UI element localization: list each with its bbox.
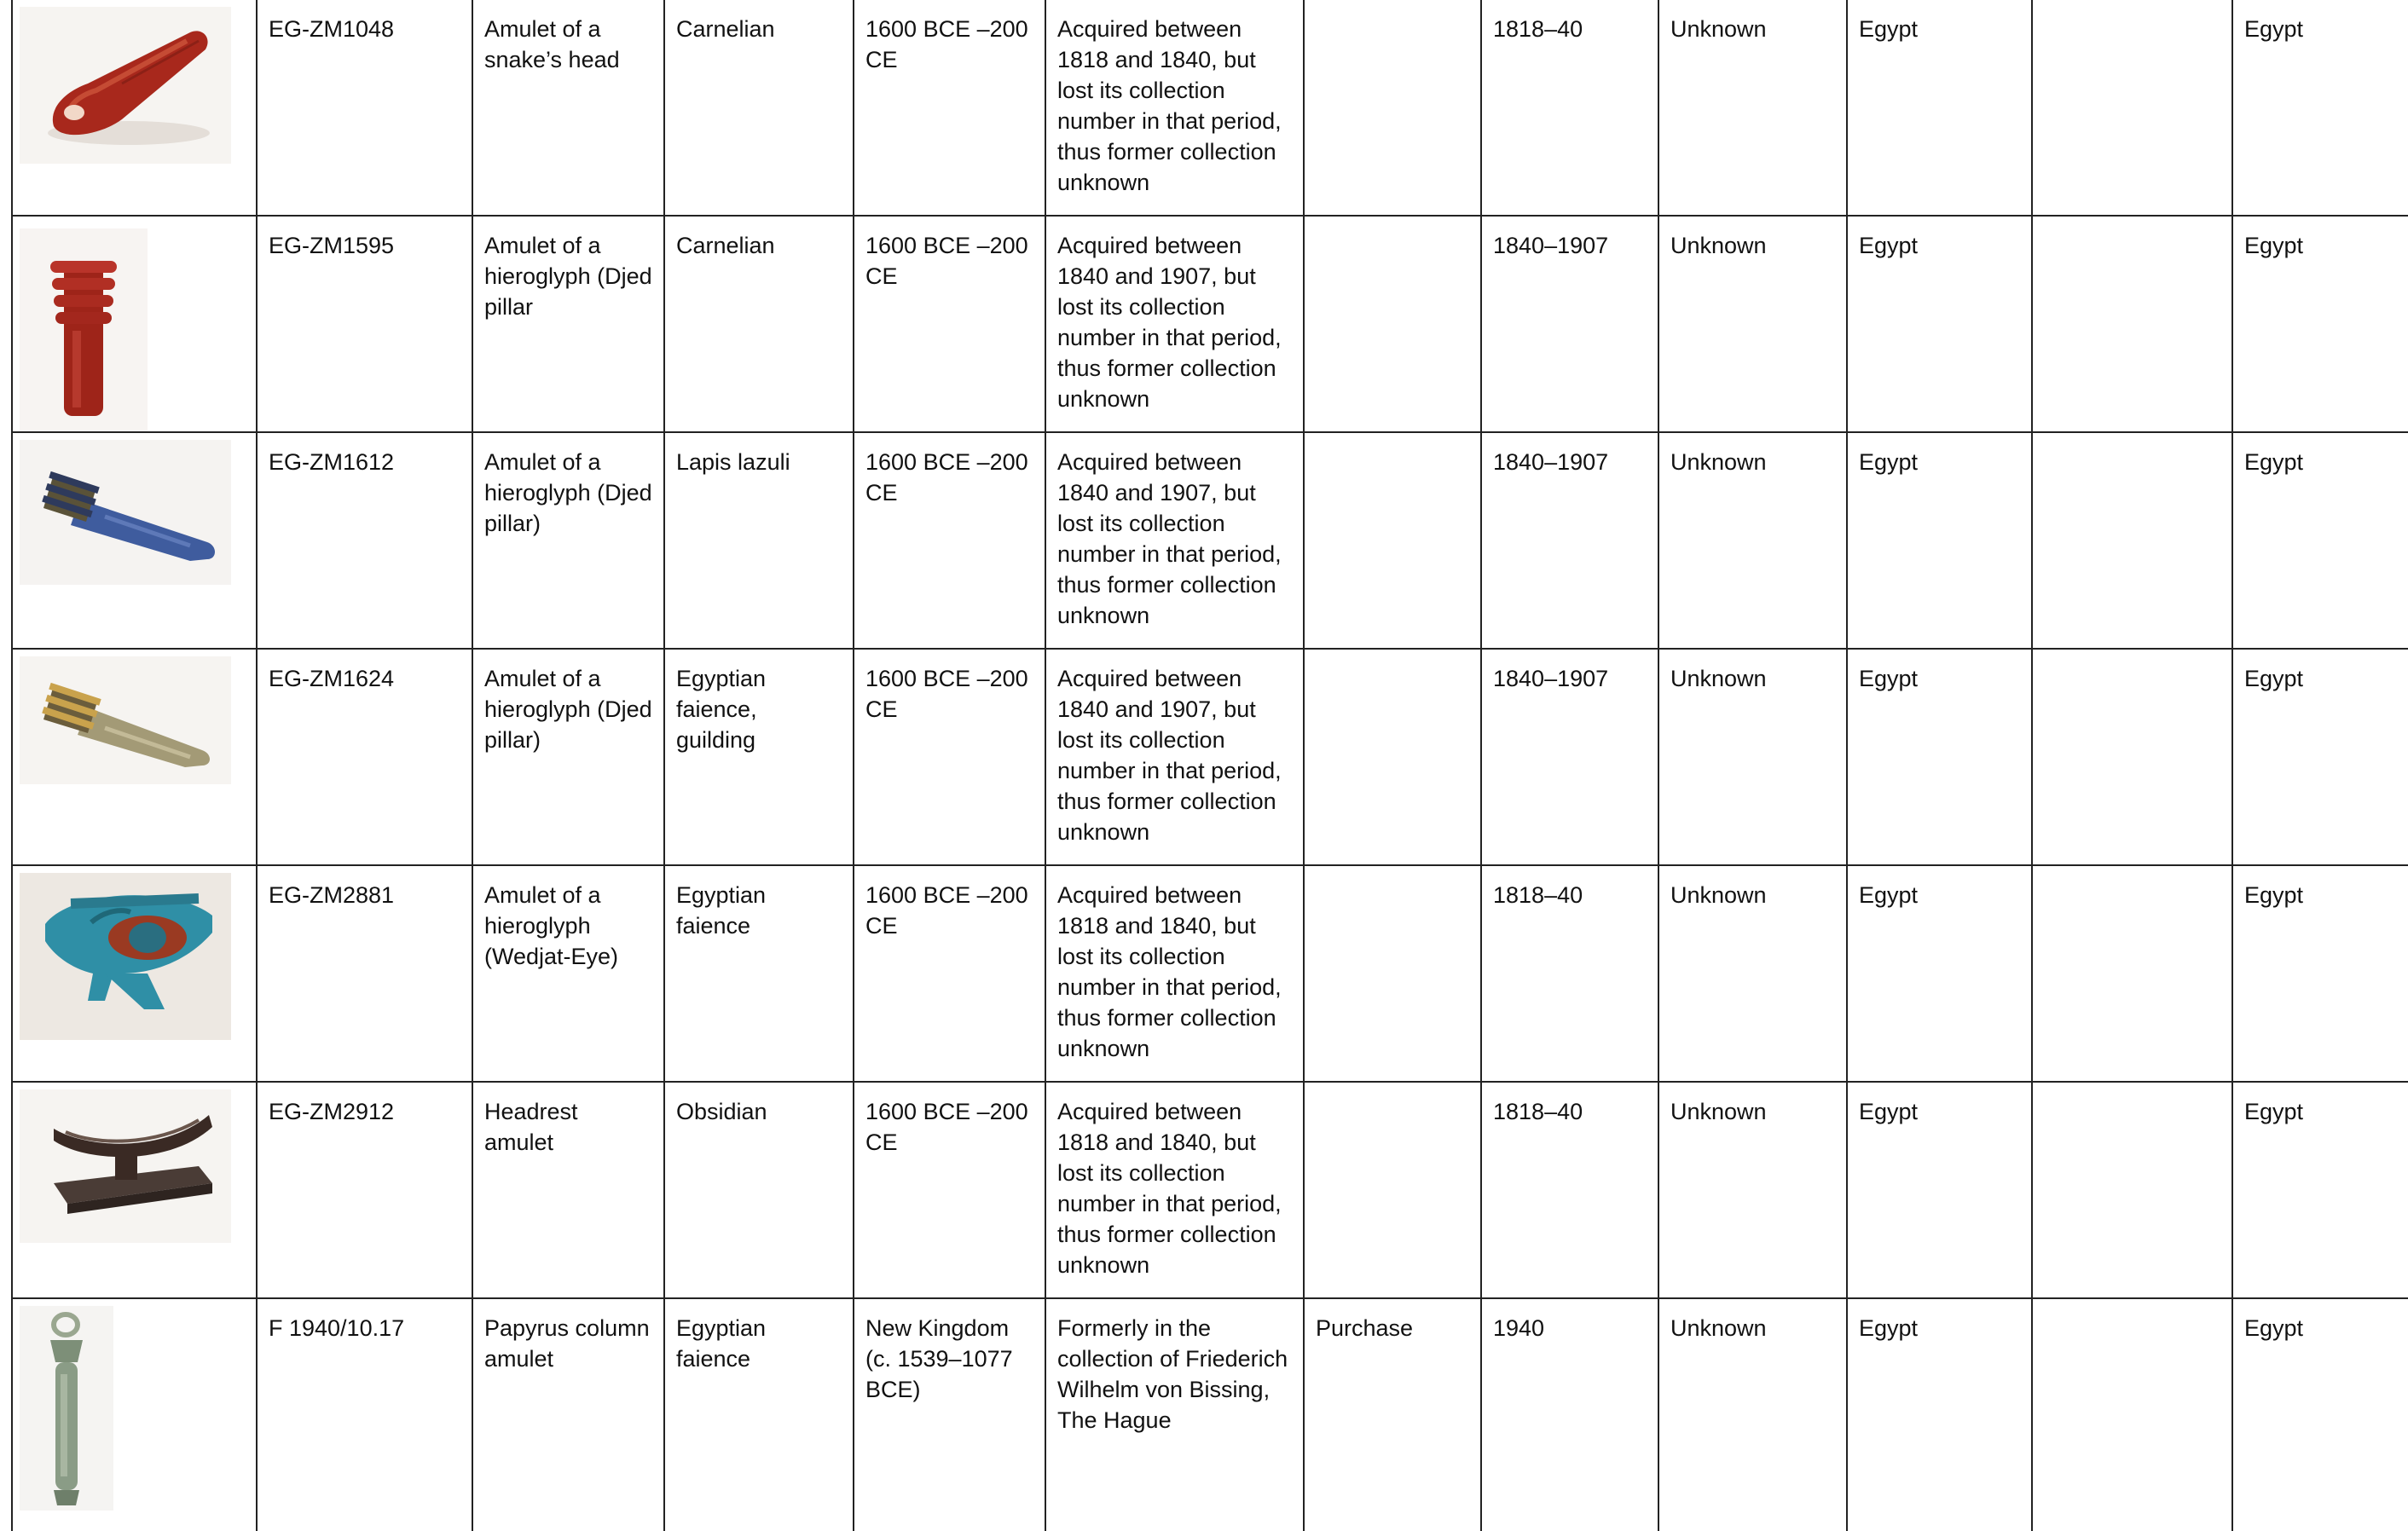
table-row	[12, 432, 2408, 649]
date: 1600 BCE –200 CE	[854, 649, 1045, 865]
provenance: Formerly in the collection of Friederich Wilhelm von Bissing, The Hague	[1045, 1298, 1304, 1531]
acquisition-date: 1840–1907	[1481, 432, 1658, 649]
date: 1600 BCE –200 CE	[854, 216, 1045, 432]
material: Carnelian	[664, 0, 854, 216]
unknown-field: Unknown	[1658, 865, 1847, 1082]
acquisition-date: 1840–1907	[1481, 216, 1658, 432]
country-field-2: Egypt	[2232, 432, 2408, 649]
inventory-number: EG-ZM2881	[257, 865, 472, 1082]
thumbnail-cell	[12, 1298, 257, 1531]
carnelian-djed-pillar-amulet-photo	[20, 228, 148, 431]
table-row	[12, 1298, 2408, 1531]
object-description: Amulet of a hieroglyph (Djed pillar	[472, 216, 664, 432]
provenance: Acquired between 1818 and 1840, but lost its collection number in that period, thus former collection unknown	[1045, 0, 1304, 216]
country-field: Egypt	[1847, 0, 2032, 216]
date: 1600 BCE –200 CE	[854, 432, 1045, 649]
unknown-field: Unknown	[1658, 0, 1847, 216]
blank-field	[2032, 865, 2232, 1082]
unknown-field: Unknown	[1658, 649, 1847, 865]
obsidian-headrest-amulet-photo	[20, 1089, 231, 1243]
country-field-2: Egypt	[2232, 0, 2408, 216]
acquisition-date: 1840–1907	[1481, 649, 1658, 865]
material: Lapis lazuli	[664, 432, 854, 649]
object-description: Amulet of a hieroglyph (Wedjat-Eye)	[472, 865, 664, 1082]
unknown-field: Unknown	[1658, 1298, 1847, 1531]
provenance: Acquired between 1840 and 1907, but lost its collection number in that period, thus former collection unknown	[1045, 432, 1304, 649]
country-field-2: Egypt	[2232, 649, 2408, 865]
thumbnail-cell	[12, 649, 257, 865]
acquisition-date: 1818–40	[1481, 0, 1658, 216]
country-field: Egypt	[1847, 649, 2032, 865]
date: 1600 BCE –200 CE	[854, 865, 1045, 1082]
inventory-number: EG-ZM1048	[257, 0, 472, 216]
blank-field	[2032, 216, 2232, 432]
country-field: Egypt	[1847, 1298, 2032, 1531]
blank-field	[2032, 1082, 2232, 1298]
inventory-number: EG-ZM1595	[257, 216, 472, 432]
unknown-field: Unknown	[1658, 1082, 1847, 1298]
country-field-2: Egypt	[2232, 865, 2408, 1082]
blank-field	[2032, 0, 2232, 216]
inventory-number: F 1940/10.17	[257, 1298, 472, 1531]
unknown-field: Unknown	[1658, 432, 1847, 649]
date: New Kingdom (c. 1539–1077 BCE)	[854, 1298, 1045, 1531]
thumbnail-cell	[12, 432, 257, 649]
thumbnail-cell	[12, 1082, 257, 1298]
object-description: Amulet of a hieroglyph (Djed pillar)	[472, 432, 664, 649]
table-row	[12, 0, 2408, 216]
provenance: Acquired between 1840 and 1907, but lost its collection number in that period, thus former collection unknown	[1045, 649, 1304, 865]
lapis-djed-pillar-amulet-photo	[20, 440, 231, 585]
thumbnail-cell	[12, 0, 257, 216]
acquisition-method	[1304, 0, 1481, 216]
blank-field	[2032, 649, 2232, 865]
country-field: Egypt	[1847, 432, 2032, 649]
acquisition-method	[1304, 432, 1481, 649]
thumbnail-cell	[12, 216, 257, 432]
provenance: Acquired between 1818 and 1840, but lost its collection number in that period, thus former collection unknown	[1045, 1082, 1304, 1298]
acquisition-method	[1304, 649, 1481, 865]
thumbnail-cell	[12, 865, 257, 1082]
acquisition-method	[1304, 1082, 1481, 1298]
acquisition-method: Purchase	[1304, 1298, 1481, 1531]
provenance: Acquired between 1818 and 1840, but lost its collection number in that period, thus former collection unknown	[1045, 865, 1304, 1082]
unknown-field: Unknown	[1658, 216, 1847, 432]
material: Egyptian faience	[664, 865, 854, 1082]
date: 1600 BCE –200 CE	[854, 1082, 1045, 1298]
material: Egyptian faience, guilding	[664, 649, 854, 865]
wedjat-eye-amulet-photo	[20, 873, 231, 1040]
carnelian-snake-head-amulet-photo	[20, 7, 231, 164]
inventory-number: EG-ZM2912	[257, 1082, 472, 1298]
table-row	[12, 649, 2408, 865]
inventory-number: EG-ZM1612	[257, 432, 472, 649]
object-description: Headrest amulet	[472, 1082, 664, 1298]
country-field: Egypt	[1847, 865, 2032, 1082]
acquisition-date: 1818–40	[1481, 865, 1658, 1082]
object-description: Papyrus column amulet	[472, 1298, 664, 1531]
country-field: Egypt	[1847, 216, 2032, 432]
country-field: Egypt	[1847, 1082, 2032, 1298]
table-row	[12, 216, 2408, 432]
table-row	[12, 865, 2408, 1082]
acquisition-date: 1940	[1481, 1298, 1658, 1531]
country-field-2: Egypt	[2232, 1082, 2408, 1298]
object-description: Amulet of a hieroglyph (Djed pillar)	[472, 649, 664, 865]
material: Obsidian	[664, 1082, 854, 1298]
acquisition-method	[1304, 865, 1481, 1082]
faience-djed-pillar-amulet-photo	[20, 656, 231, 784]
material: Carnelian	[664, 216, 854, 432]
object-provenance-table	[11, 0, 2408, 1531]
object-description: Amulet of a snake’s head	[472, 0, 664, 216]
table-row	[12, 1082, 2408, 1298]
country-field-2: Egypt	[2232, 1298, 2408, 1531]
blank-field	[2032, 1298, 2232, 1531]
inventory-number: EG-ZM1624	[257, 649, 472, 865]
date: 1600 BCE –200 CE	[854, 0, 1045, 216]
provenance-table-sheet	[11, 0, 2408, 1514]
acquisition-method	[1304, 216, 1481, 432]
papyrus-column-amulet-photo	[20, 1306, 113, 1511]
material: Egyptian faience	[664, 1298, 854, 1531]
blank-field	[2032, 432, 2232, 649]
country-field-2: Egypt	[2232, 216, 2408, 432]
provenance: Acquired between 1840 and 1907, but lost its collection number in that period, thus former collection unknown	[1045, 216, 1304, 432]
acquisition-date: 1818–40	[1481, 1082, 1658, 1298]
